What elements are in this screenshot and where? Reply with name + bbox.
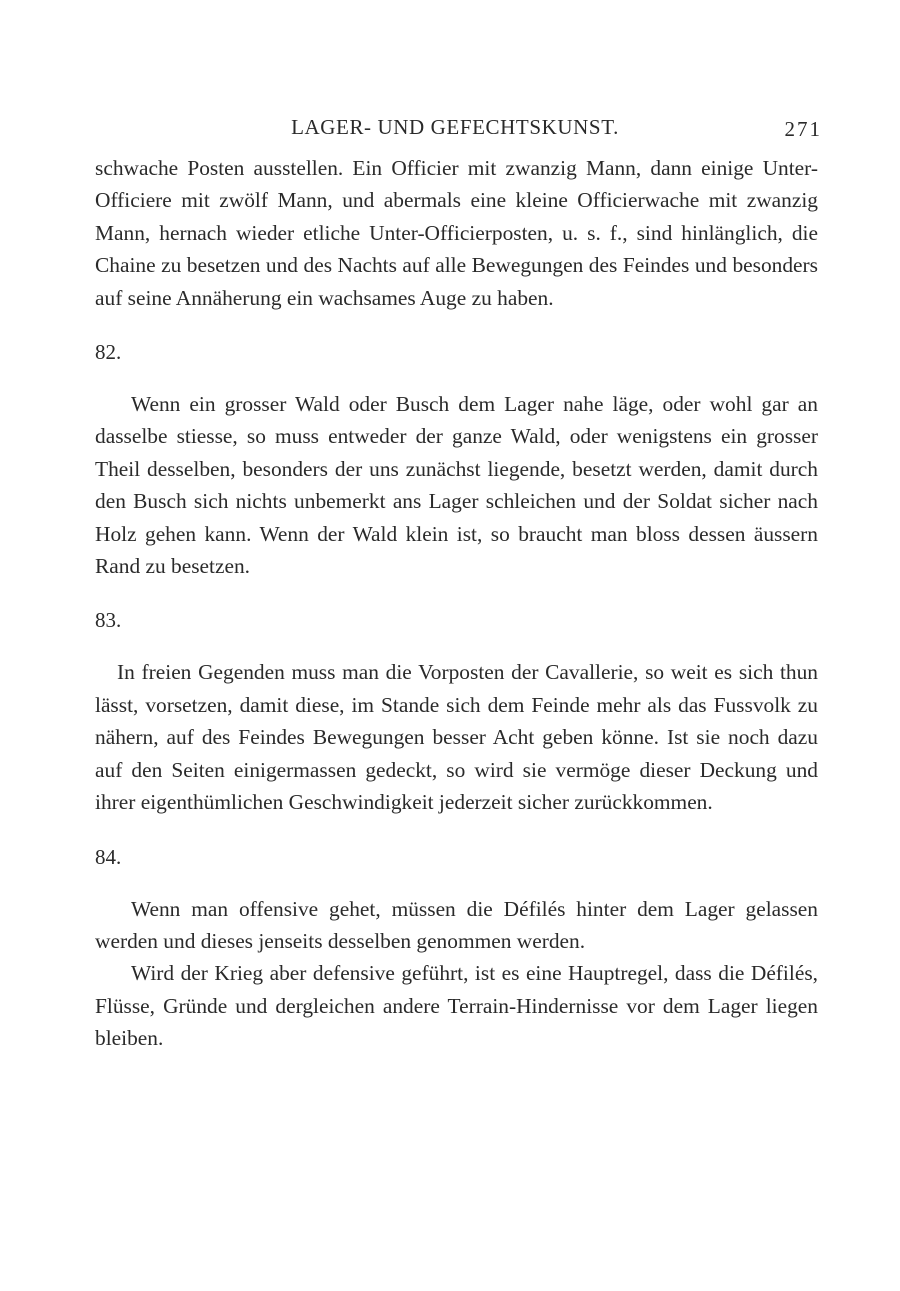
section-number-82: 82. [95,340,122,365]
paragraph-section-83: In freien Gegenden muss man die Vorposten der Cavallerie, so weit es sich thun lässt, vorsetzen, damit diese, im Stande sich dem Feinde mehr als das Fussvolk zu nähern, auf des Feindes Bewegungen besser Acht geben könne. Ist sie noch dazu auf den Seiten einigermassen gedeckt, so wird sie vermöge dieser Deckung und ihrer eigenthümlichen Geschwindigkeit jederzeit sicher zurückkommen. [95,660,818,815]
page-number: 271 [784,117,822,141]
paragraph-section-84-second: Wird der Krieg aber defensive geführt, ist es eine Hauptregel, dass die Défilés, Flüsse, Gründe und dergleichen andere Terrain-Hindernisse vor dem Lager liegen bleiben. [95,961,818,1051]
running-head [0,112,900,142]
paragraph-continued: schwache Posten ausstellen. Ein Officier mit zwanzig Mann, dann einige Unter-Officiere mit zwölf Mann, und abermals eine kleine Officierwache mit zwanzig Mann, hernach wieder etliche Unter-Officierposten, u. s. f., sind hinlänglich, die Chaine zu besetzen und des Nachts auf alle Bewegungen des Feindes und besonders auf seine Annäherung ein wachsames Auge zu haben. [95,156,818,310]
paragraph-section-84-first: Wenn man offensive gehet, müssen die Défilés hinter dem Lager gelassen werden und dieses jenseits desselben genommen werden. [95,896,818,953]
section-number-84: 84. [95,844,122,869]
paragraph-section-82: Wenn ein grosser Wald oder Busch dem Lager nahe läge, oder wohl gar an dasselbe stiesse, so muss entweder der ganze Wald, oder wenigstens ein grosser Theil desselben, besonders der uns zunächst liegende, besetzt werden, damit durch den Busch sich nichts unbemerkt ans Lager schleichen und der Soldat sicher nach Holz gehen kann. Wenn der Wald klein ist, so braucht man bloss dessen äussern Rand zu besetzen. [95,392,818,579]
section-number-83: 83. [95,608,122,633]
running-title: LAGER- UND GEFECHTSKUNST. [291,115,619,139]
body-text [95,152,818,1055]
